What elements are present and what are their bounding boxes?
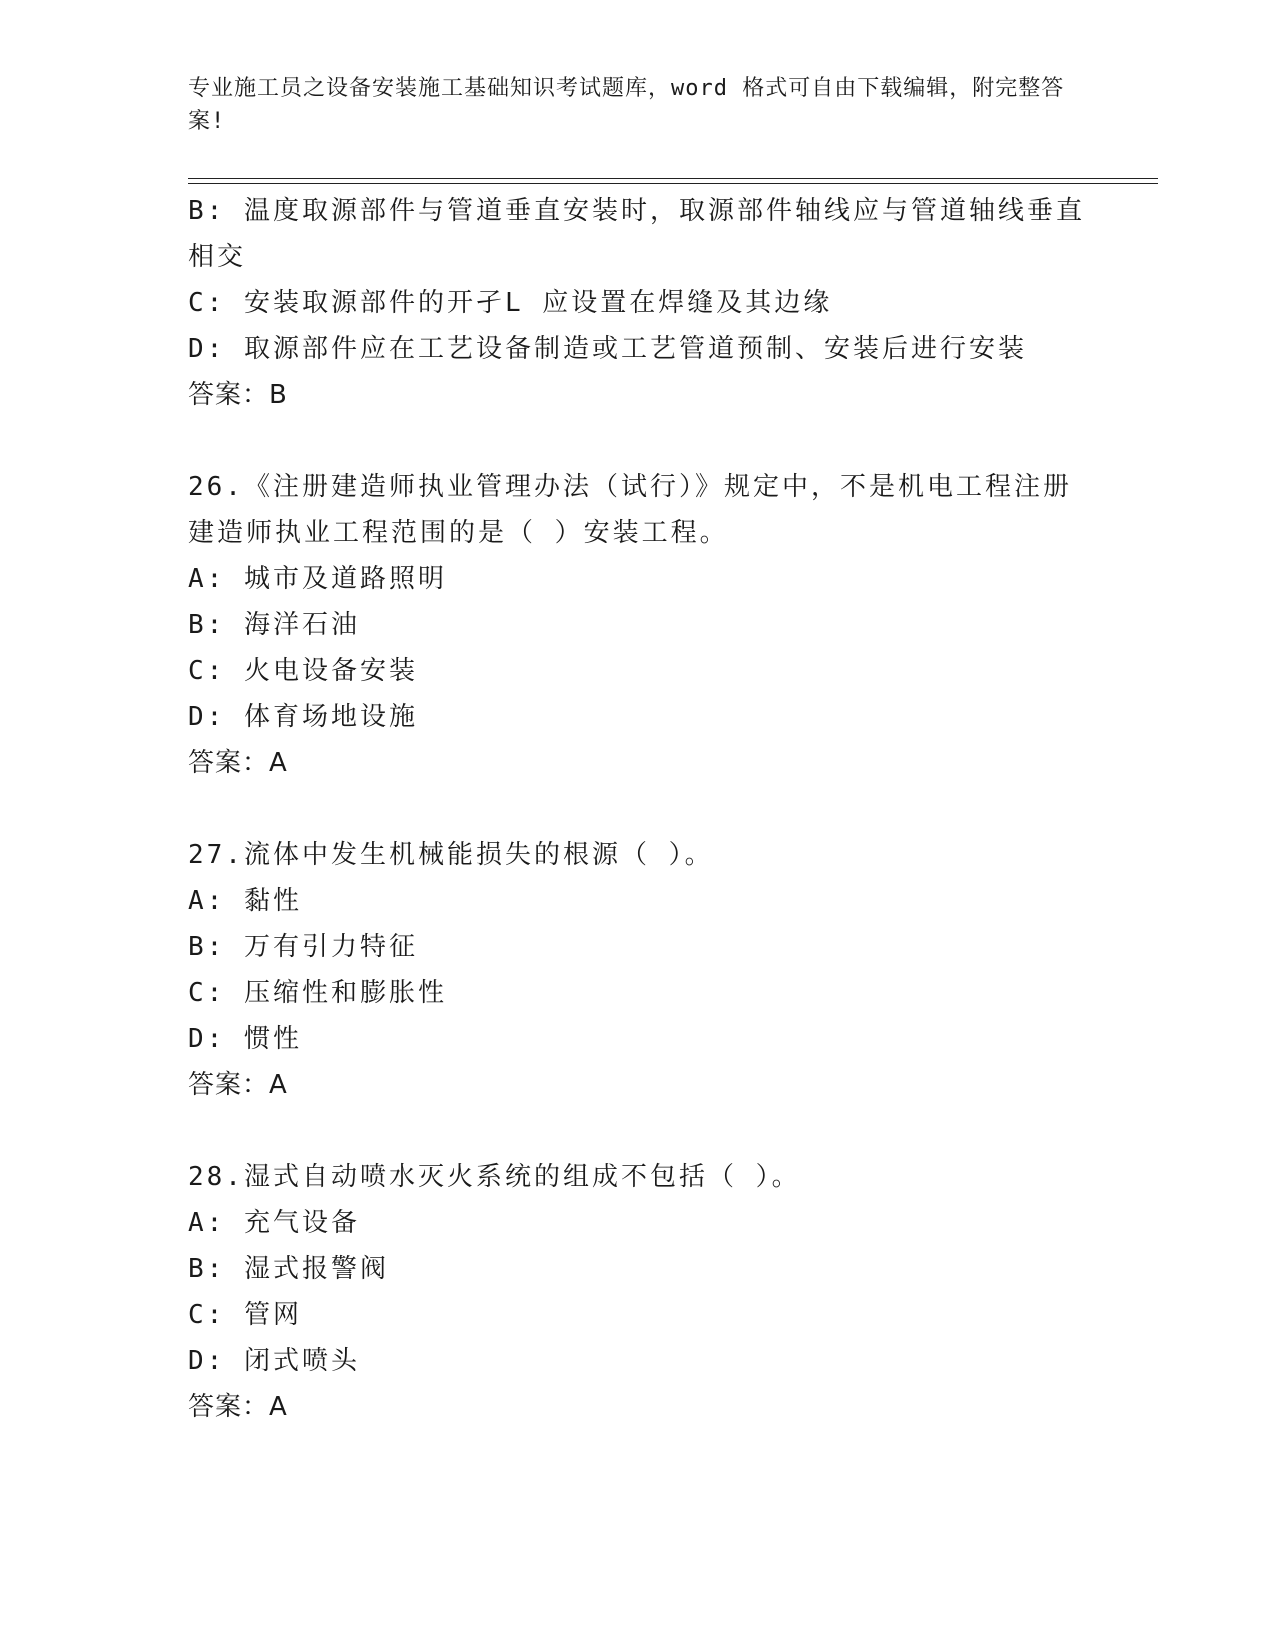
option-b: B: 温度取源部件与管道垂直安装时，取源部件轴线应与管道轴线垂直相交: [188, 196, 1085, 272]
option-d: D: 体育场地设施: [188, 702, 418, 732]
option-b: B: 湿式报警阀: [188, 1254, 389, 1284]
document-title: 专业施工员之设备安装施工基础知识考试题库，word 格式可自由下载编辑，附完整答案!: [188, 76, 1065, 134]
option-a: A: 城市及道路照明: [188, 564, 447, 594]
header-divider-bottom: [188, 183, 1158, 184]
answer: 答案：B: [188, 380, 288, 410]
document-header: [188, 72, 1068, 138]
spacer: [188, 1108, 1088, 1154]
question-stem: 27.流体中发生机械能损失的根源（ ）。: [188, 840, 714, 870]
spacer: [188, 786, 1088, 832]
option-c: C: 火电设备安装: [188, 656, 418, 686]
question-27: [188, 832, 1088, 1108]
carryover-question: [188, 188, 1088, 418]
spacer: [188, 418, 1088, 464]
option-d: D: 取源部件应在工艺设备制造或工艺管道预制、安装后进行安装: [188, 334, 1027, 364]
answer: 答案：A: [188, 748, 288, 778]
header-divider-top: [188, 178, 1158, 179]
question-28: [188, 1154, 1088, 1430]
question-stem: 28.湿式自动喷水灭火系统的组成不包括（ ）。: [188, 1162, 801, 1192]
question-26: [188, 464, 1088, 786]
option-d: D: 惯性: [188, 1024, 302, 1054]
question-list: [188, 188, 1088, 1430]
answer: 答案：A: [188, 1392, 288, 1422]
option-d: D: 闭式喷头: [188, 1346, 360, 1376]
option-c: C: 压缩性和膨胀性: [188, 978, 447, 1008]
option-a: A: 黏性: [188, 886, 302, 916]
answer: 答案：A: [188, 1070, 288, 1100]
option-b: B: 万有引力特征: [188, 932, 418, 962]
option-b: B: 海洋石油: [188, 610, 360, 640]
question-stem: 26.《注册建造师执业管理办法（试行）》规定中，不是机电工程注册建造师执业工程范围的是（ ）安装工程。: [188, 472, 1072, 548]
option-c: C: 安装取源部件的开孑L 应设置在焊缝及其边缘: [188, 288, 833, 318]
option-c: C: 管网: [188, 1300, 302, 1330]
option-a: A: 充气设备: [188, 1208, 360, 1238]
